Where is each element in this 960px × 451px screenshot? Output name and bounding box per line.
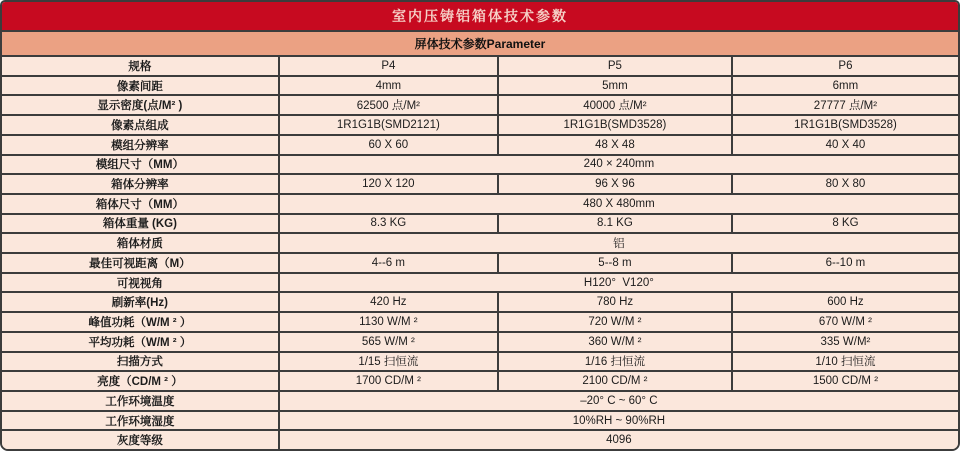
spec-value: 1R1G1B(SMD3528) [731, 116, 958, 134]
spec-value: 670 W/M ² [731, 313, 958, 331]
spec-value: 1700 CD/M ² [278, 372, 497, 390]
spec-label: 可视视角 [116, 277, 163, 290]
spec-label: 显示密度(点/M² ) [97, 100, 183, 113]
spec-value: 720 W/M ² [497, 313, 731, 331]
column-header-p4: P4 [278, 57, 497, 75]
spec-value-merged: 4096 [278, 431, 958, 449]
table-row [2, 291, 958, 311]
table-header-row [2, 55, 958, 75]
spec-header-label: 规格 [128, 60, 152, 73]
spec-value: 420 Hz [278, 293, 497, 311]
table-row [2, 351, 958, 371]
column-header-p5: P5 [497, 57, 731, 75]
table-row [2, 154, 958, 174]
table-row [2, 410, 958, 430]
spec-value: 4--6 m [278, 254, 497, 272]
spec-label: 模组分辨率 [111, 139, 169, 152]
spec-label: 平均功耗（W/M ² ） [88, 336, 192, 349]
spec-value: 335 W/M² [731, 333, 958, 351]
table-row [2, 134, 958, 154]
column-header-p6: P6 [731, 57, 958, 75]
spec-value: 1500 CD/M ² [731, 372, 958, 390]
spec-value: 8.1 KG [497, 215, 731, 233]
spec-value: 5mm [497, 77, 731, 95]
spec-value: 600 Hz [731, 293, 958, 311]
table-row [2, 252, 958, 272]
table-row [2, 370, 958, 390]
spec-label: 像素点组成 [111, 119, 169, 132]
spec-value: 60 X 60 [278, 136, 497, 154]
spec-value: 1130 W/M ² [278, 313, 497, 331]
spec-value: 27777 点/M² [731, 96, 958, 114]
spec-value: 1/15 扫恒流 [278, 353, 497, 371]
spec-value: 120 X 120 [278, 175, 497, 193]
spec-value: 5--8 m [497, 254, 731, 272]
spec-label: 刷新率(Hz) [111, 297, 168, 310]
spec-value: 40 X 40 [731, 136, 958, 154]
table-row [2, 193, 958, 213]
spec-value: 1R1G1B(SMD3528) [497, 116, 731, 134]
spec-label: 箱体尺寸（MM） [95, 198, 184, 211]
spec-label: 工作环境湿度 [105, 415, 175, 428]
spec-label: 工作环境温度 [105, 395, 175, 408]
table-title-bar [2, 2, 958, 30]
spec-value: 4mm [278, 77, 497, 95]
table-row [2, 213, 958, 233]
table-subtitle-bar [2, 30, 958, 55]
spec-value-merged: –20° C ~ 60° C [278, 392, 958, 410]
table-row [2, 390, 958, 410]
spec-value: 6--10 m [731, 254, 958, 272]
spec-value: 360 W/M ² [497, 333, 731, 351]
spec-value-merged: H120° V120° [278, 274, 958, 292]
table-row [2, 331, 958, 351]
spec-value-merged: 240 × 240mm [278, 156, 958, 174]
spec-value: 1/16 扫恒流 [497, 353, 731, 371]
spec-label: 箱体材质 [116, 238, 163, 251]
spec-label: 箱体重量 (KG) [102, 218, 177, 231]
spec-label: 像素间距 [116, 80, 163, 93]
spec-value-merged: 480 X 480mm [278, 195, 958, 213]
table-row [2, 75, 958, 95]
spec-value: 1R1G1B(SMD2121) [278, 116, 497, 134]
spec-label: 扫描方式 [116, 356, 163, 369]
spec-value: 1/10 扫恒流 [731, 353, 958, 371]
table-row [2, 232, 958, 252]
spec-value: 565 W/M ² [278, 333, 497, 351]
spec-label: 峰值功耗（W/M ² ） [88, 316, 192, 329]
spec-value: 6mm [731, 77, 958, 95]
table-title: 室内压铸铝箱体技术参数 [392, 10, 568, 25]
spec-value: 8 KG [731, 215, 958, 233]
spec-value-merged: 铝 [278, 234, 958, 252]
spec-value: 2100 CD/M ² [497, 372, 731, 390]
table-subtitle: 屏体技术参数Parameter [414, 37, 546, 51]
spec-label: 亮度（CD/M ² ） [97, 376, 183, 389]
table-row [2, 94, 958, 114]
spec-label: 最佳可视距离（M） [89, 257, 191, 270]
spec-value-merged: 10%RH ~ 90%RH [278, 412, 958, 430]
spec-label: 箱体分辨率 [111, 179, 169, 192]
spec-value: 80 X 80 [731, 175, 958, 193]
spec-value: 40000 点/M² [497, 96, 731, 114]
spec-value: 62500 点/M² [278, 96, 497, 114]
spec-value: 780 Hz [497, 293, 731, 311]
spec-value: 96 X 96 [497, 175, 731, 193]
table-row [2, 311, 958, 331]
table-row [2, 429, 958, 449]
spec-value: 8.3 KG [278, 215, 497, 233]
spec-label: 灰度等级 [116, 435, 163, 448]
spec-value: 48 X 48 [497, 136, 731, 154]
spec-table [2, 55, 958, 449]
table-row [2, 173, 958, 193]
spec-label: 模组尺寸（MM） [95, 159, 184, 172]
table-row [2, 272, 958, 292]
table-row [2, 114, 958, 134]
